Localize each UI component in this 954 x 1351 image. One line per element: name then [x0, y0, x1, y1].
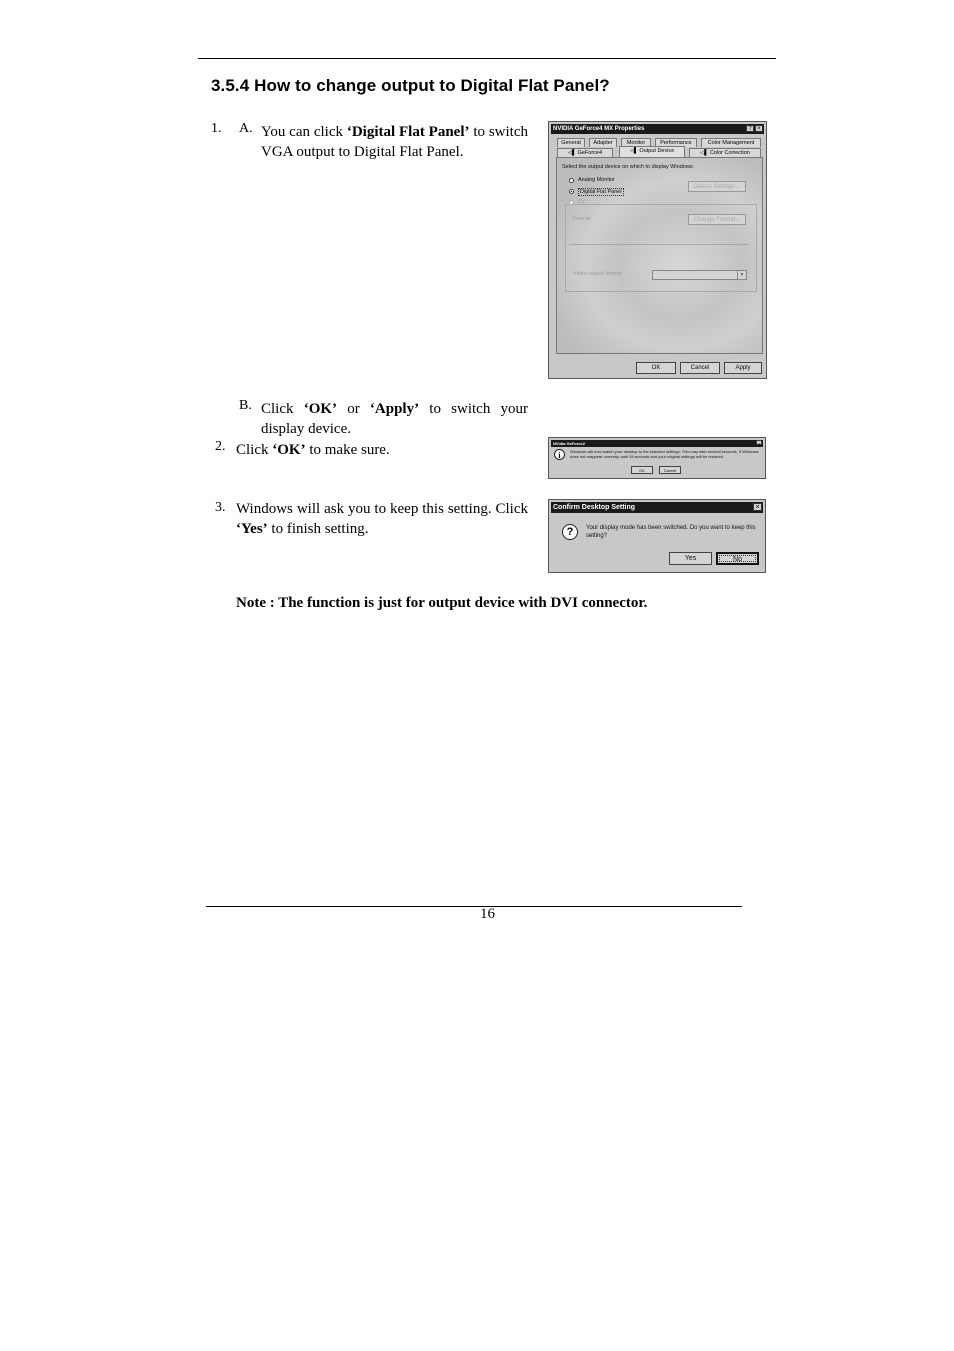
change-format-button[interactable]: Change Format... [688, 214, 746, 225]
ok-button[interactable]: OK [636, 362, 676, 374]
no-button[interactable]: No [716, 552, 759, 565]
output-prompt: Select the output device on which to display Windows: [562, 164, 695, 170]
step-2-post: to make sure. [305, 442, 390, 458]
step-1b-bold-ok: ‘OK’ [303, 401, 338, 417]
chevron-down-icon: ▼ [737, 271, 746, 279]
step-1b-text [261, 399, 528, 439]
step-1a-text [261, 122, 528, 162]
bottom-rule [206, 906, 742, 907]
info-icon: i [554, 449, 565, 460]
tab-output-device-label: Output Device [639, 148, 675, 154]
confirm-title-bar: Confirm Desktop Setting [551, 502, 763, 513]
label-analog-monitor: Analog Monitor [578, 177, 615, 183]
step-3-bold: ‘Yes’ [236, 521, 268, 537]
tab-geforce4-label: GeForce4 [577, 150, 603, 156]
nvidia-message: Windows will now switch your desktop to the selected settings. This may take several seconds. If Windows does not reappear correctly, wait 15 seconds and your original settings will be restored. [570, 449, 759, 459]
step-1a-bold: ‘Digital Flat Panel’ [346, 124, 470, 140]
step-1b-pre: Click [261, 401, 304, 417]
step-1a-pre: You can click [261, 124, 347, 140]
apply-button[interactable]: Apply [724, 362, 762, 374]
properties-dialog [548, 121, 767, 379]
label-format: Format: [573, 216, 592, 222]
question-icon: ? [562, 524, 578, 540]
tab-general[interactable]: General [557, 138, 585, 147]
step-2-text [236, 440, 528, 460]
tab-adapter[interactable]: Adapter [589, 138, 617, 147]
output-tab-icon: ◁▌ [629, 148, 638, 154]
step-1a-post: to switch VGA output to Digital Flat Panel. [261, 124, 528, 160]
top-rule [198, 58, 776, 59]
panel-divider [569, 244, 749, 245]
step-1-number: 1. [211, 121, 222, 136]
step-3-pre: Windows will ask you to keep this setting. Click [236, 501, 528, 517]
device-settings-button[interactable]: Device Settings... [688, 181, 746, 192]
step-1b-mid: or [337, 401, 370, 417]
label-digital-flat-panel: Digital Flat Panel [580, 189, 622, 195]
tab-geforce4[interactable] [557, 148, 613, 157]
help-button[interactable]: ? [746, 125, 754, 132]
tab-performance[interactable]: Performance [655, 138, 697, 147]
radio-digital-flat-panel[interactable] [569, 189, 574, 194]
section-title: 3.5.4 How to change output to Digital Flat Panel? [211, 76, 610, 95]
nvidia-switch-dialog [548, 437, 766, 479]
step-2-bold: ‘OK’ [272, 442, 306, 458]
confirm-message: Your display mode has been switched. Do you want to keep this setting? [586, 525, 756, 539]
step-1b-post: to switch your display device. [261, 401, 529, 437]
color-tab-icon: ◁▌ [700, 150, 709, 156]
step-2-number: 2. [215, 439, 226, 454]
step-3-post: to finish setting. [267, 521, 369, 537]
step-1-letter: A. [239, 121, 253, 136]
cancel-button[interactable]: Cancel [680, 362, 720, 374]
tab-monitor[interactable]: Monitor [621, 138, 651, 147]
nvidia-ok-button[interactable]: OK [631, 466, 653, 474]
tab-output-device[interactable] [619, 146, 685, 157]
properties-title-bar: NVIDIA GeForce4 MX Properties [551, 124, 764, 134]
yes-button[interactable]: Yes [669, 552, 712, 565]
step-1b-letter: B. [239, 398, 252, 413]
tab-color-correction[interactable] [689, 148, 761, 157]
step-1b-bold-apply: ‘Apply’ [369, 401, 420, 417]
label-tv: TV [578, 199, 586, 205]
output-device-panel [556, 157, 763, 354]
step-2-pre: Click [236, 442, 273, 458]
label-video-output-format: Video output format: [573, 271, 623, 277]
video-output-format-select[interactable] [652, 270, 747, 280]
step-3-text [236, 499, 528, 539]
tab-color-management[interactable]: Color Management [701, 138, 761, 147]
nvidia-title-bar: NVidia GeForce2 [551, 440, 763, 447]
radio-analog-monitor[interactable] [569, 178, 574, 183]
close-button[interactable]: × [755, 125, 763, 132]
nvidia-close-button[interactable]: × [757, 441, 761, 446]
confirm-desktop-dialog [548, 499, 766, 573]
page-number: 16 [480, 906, 495, 922]
tab-color-correction-label: Color Correction [709, 150, 750, 156]
note-text: Note : The function is just for output device with DVI connector. [236, 595, 648, 611]
nvidia-cancel-button[interactable]: Cancel [659, 466, 681, 474]
confirm-close-button[interactable]: × [753, 503, 762, 511]
geforce-tab-icon: ◁▌ [567, 150, 577, 156]
step-3-number: 3. [215, 500, 226, 515]
